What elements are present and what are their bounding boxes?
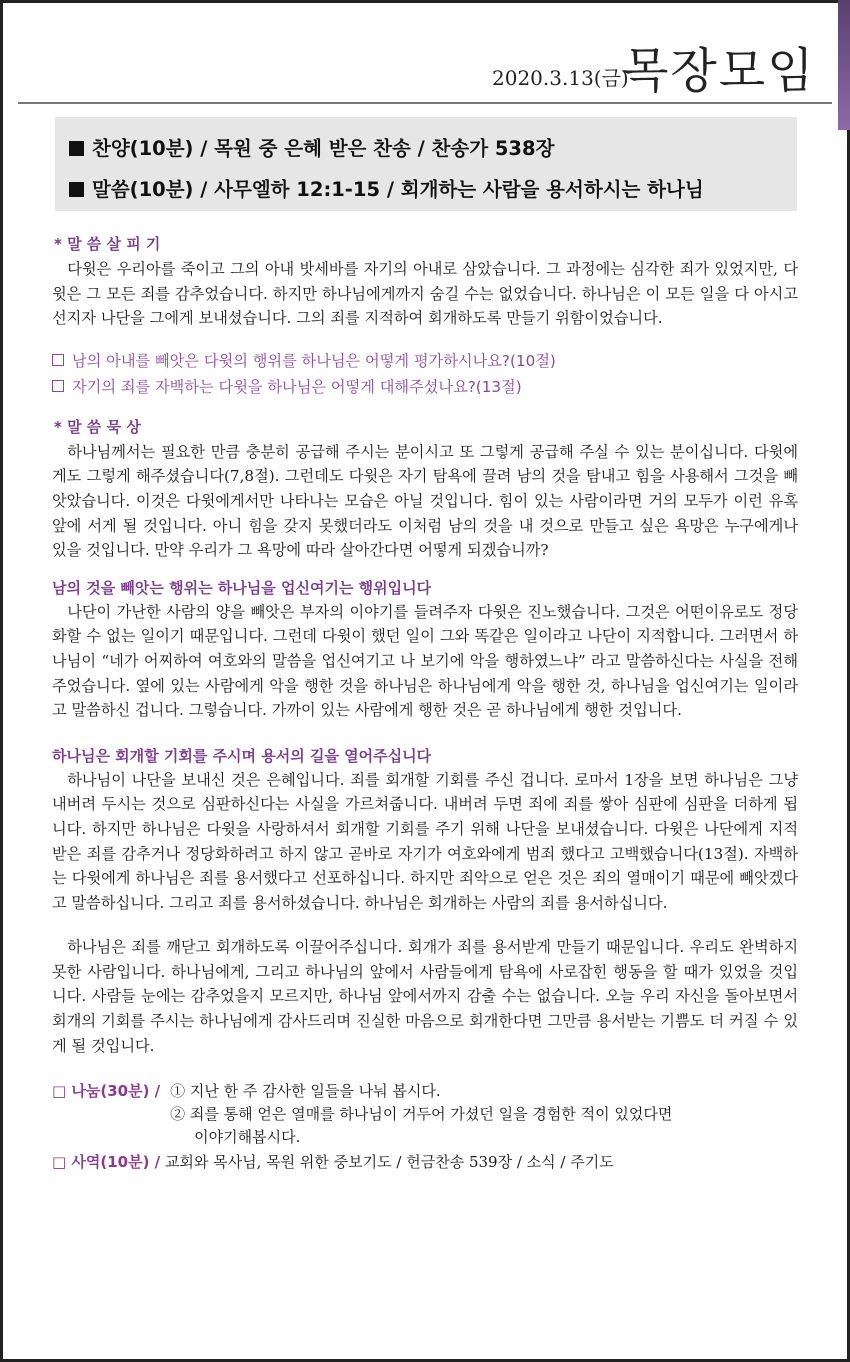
main-content <box>52 233 798 1174</box>
checkbox-icon <box>52 380 64 392</box>
checkbox-icon <box>52 354 64 366</box>
ministry-label: □ 사역(10분) / <box>52 1153 161 1172</box>
header-divider <box>18 102 832 104</box>
section-repentance-text-1: 하나님이 나단을 보내신 것은 은혜입니다. 죄를 회개할 기회를 주신 겁니다. 로마서 1장을 보면 하나님은 그냥 내버려 두시는 것으로 심판하신다는 사실을 가르쳐줍니다. 내버려 두면 죄에 죄를 쌓아 심판에 심판을 더하게 됩니다. 하지만 하나님은 다윗을 사랑하셔서 회개할 기회를 주기 위해 나단을 보내셨습니다. 다윗은 나단에게 지적받은 죄를 감추거나 정당화하려고 하지 않고 곧바로 자기가 여호와에게 범죄 했다고 고백했습니다(13절). 자백하는 다윗에게 하나님은 죄를 용서했다고 선포하십니다. 하지만 죄악으로 얻은 것은 죄의 열매이기 때문에 빼앗겠다고 말씀하십니다. 그리고 죄를 용서하셨습니다. 하나님은 회개하는 사람의 죄를 용서하십니다. <box>52 770 798 912</box>
page-title: 목장모임 <box>622 43 816 99</box>
question-text: 남의 아내를 빼앗은 다윗의 행위를 하나님은 어떻게 평가하시나요?(10절) <box>72 351 556 370</box>
sharing-item: ① 지난 한 주 감사한 일들을 나눠 봅시다. <box>170 1082 441 1101</box>
section-heading-meditate: * 말 씀 묵 상 <box>54 417 141 436</box>
section-heading-observe: * 말 씀 살 피 기 <box>54 235 161 253</box>
question-text: 자기의 죄를 자백하는 다윗을 하나님은 어떻게 대해주셨나요?(13절) <box>72 377 522 396</box>
summary-praise <box>69 133 554 161</box>
sharing-items <box>170 1080 672 1149</box>
summary-word <box>69 174 704 202</box>
sharing-item: 이야기해봅시다. <box>194 1128 301 1147</box>
section-theft-text: 나단이 가난한 사람의 양을 빼앗은 부자의 이야기를 들려주자 다윗은 진노했습니다. 그것은 어떤이유로도 정당화할 수 없는 일이기 때문입니다. 그런데 다윗이 했던 일이 그와 똑같은 일이라고 나단이 지적합니다. 그러면서 하나님이 “네가 어찌하여 여호와의 말씀을 업신여기고 나 보기에 악을 행하였느냐” 라고 말씀하신다는 사실을 전해주었습니다. 옆에 있는 사람에게 악을 행한 것을 하나님은 하나님에게 악을 행한 것, 하나님을 업신여기는 일이라고 말씀하신 겁니다. 그렇습니다. 가까이 있는 사람에게 행한 것은 곧 하나님에게 행한 것입니다. <box>52 602 798 720</box>
section-meditate-text: 하나님께서는 필요한 만큼 충분히 공급해 주시는 분이시고 또 그렇게 공급해 주실 수 있는 분이십니다. 다윗에게도 그렇게 해주셨습니다(7,8절). 그런데도 다윗은 자기 탐욕에 끌려 남의 것을 탐내고 힘을 사용해서 그것을 빼앗았습니다. 이것은 다윗에게서만 나타나는 모습은 아닐 것입니다. 힘이 있는 사람이라면 거의 모두가 이런 유혹 앞에 서게 될 것입니다. 아니 힘을 갖지 못했더라도 이처럼 남의 것을 내 것으로 만들고 싶은 욕망은 누구에게나 있을 것입니다. 만약 우리가 그 욕망에 따라 살아간다면 어떻게 되겠습니까? <box>52 442 798 560</box>
footer-activities <box>52 1080 798 1174</box>
sharing-item: ② 죄를 통해 얻은 열매를 하나님이 거두어 가셨던 일을 경험한 적이 있었다면 <box>170 1105 673 1124</box>
meeting-date: 2020.3.13(금) <box>492 66 629 90</box>
section-observe-text: 다윗은 우리아를 죽이고 그의 아내 밧세바를 자기의 아내로 삼았습니다. 그 과정에는 심각한 죄가 있었지만, 다윗은 그 모든 죄를 감추었습니다. 하지만 하나님에게까지 숨길 수는 없었습니다. 하나님은 이 모든 일을 다 아시고 선지자 나단을 그에게 보내셨습니다. 그의 죄를 지적하여 회개하도록 만들기 위함이었습니다. <box>52 260 798 328</box>
ministry-row <box>52 1151 798 1174</box>
summary-box <box>55 117 797 211</box>
summary-word-text: 말씀(10분) / 사무엘하 12:1-15 / 회개하는 사람을 용서하시는 하나님 <box>92 178 704 201</box>
section-repentance-text-2: 하나님은 죄를 깨닫고 회개하도록 이끌어주십니다. 회개가 죄를 용서받게 만들기 때문입니다. 우리도 완벽하지 못한 사람입니다. 하나님에게, 그리고 하나님의 앞에서 사람들에게 탐욕에 사로잡힌 행동을 할 때가 있었을 것입니다. 사람들 눈에는 감추었을지 모르지만, 하나님 앞에서까지 감출 수는 없습니다. 오늘 우리 자신을 돌아보면서 회개의 기회를 주시는 하나님에게 감사드리며 진실한 마음으로 회개한다면 그만큼 용서받는 기쁨도 더 커질 수 있게 될 것입니다. <box>52 938 798 1055</box>
section-heading-theft: 남의 것을 빼앗는 행위는 하나님을 업신여기는 행위입니다 <box>52 578 432 597</box>
question-item <box>52 348 798 374</box>
section-heading-repentance: 하나님은 회개할 기회를 주시며 용서의 길을 열어주십니다 <box>52 746 432 765</box>
question-list <box>52 348 798 400</box>
summary-praise-text: 찬양(10분) / 목원 중 은혜 받은 찬송 / 찬송가 538장 <box>92 137 555 160</box>
decorative-band <box>838 0 850 130</box>
sharing-row <box>52 1080 798 1149</box>
square-bullet-icon <box>69 182 84 197</box>
question-item <box>52 374 798 400</box>
square-bullet-icon <box>69 141 84 156</box>
ministry-text: 교회와 목사님, 목원 위한 중보기도 / 헌금찬송 539장 / 소식 / 주기도 <box>164 1153 614 1172</box>
sharing-label: □ 나눔(30분) / <box>52 1082 161 1101</box>
